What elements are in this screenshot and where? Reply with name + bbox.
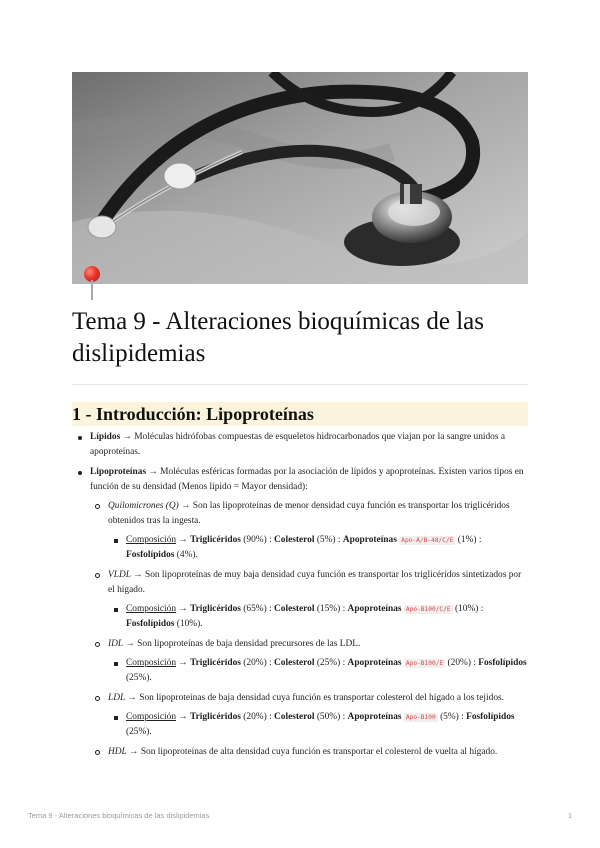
sep: :: [470, 658, 479, 668]
type-name: Quilomicrones (Q): [108, 501, 179, 511]
tg-value: (90%): [243, 535, 267, 545]
term-lipidos: Lípidos: [90, 432, 121, 442]
arrow: →: [176, 712, 191, 722]
apo-code: Apo-B100/C/E: [405, 606, 451, 613]
pin-icon: [84, 266, 100, 300]
apo-code: Apo-A/B-48/C/E: [401, 537, 454, 544]
tg-value: (20%): [243, 712, 267, 722]
cover-image: [72, 72, 528, 284]
type-name: HDL: [108, 747, 127, 757]
sep: :: [266, 535, 275, 545]
tg-value: (20%): [243, 658, 267, 668]
sep: :: [266, 604, 275, 614]
tg-value: (65%): [243, 604, 267, 614]
apo-label: Apoproteínas: [347, 658, 402, 668]
composition-list: [108, 602, 528, 632]
fos-label: Fosfolípidos: [478, 658, 527, 668]
composition-label: Composición: [126, 535, 177, 545]
type-name: VLDL: [108, 570, 131, 580]
apo-value: (1%): [457, 535, 477, 545]
text-lipoproteinas: → Moléculas esféricas formadas por la asociación de lípidos y apoproteínas. Existen varios tipos en función de su densidad (Menos lípido = Mayor densidad):: [90, 467, 524, 492]
list-item-ldl: [90, 691, 528, 740]
list-item-idl: [90, 637, 528, 686]
type-desc: → Son lipoproteínas de muy baja densidad cuya función es transportar los triglicéridos sintetizados por el hígado.: [108, 570, 522, 595]
sep: :: [340, 712, 348, 722]
apo-value: (20%): [447, 658, 471, 668]
composition-list: [108, 656, 528, 686]
col-value: (50%): [316, 712, 341, 722]
list-item-lipidos: [72, 430, 528, 460]
fos-label: Fosfolípidos: [126, 619, 175, 629]
term-lipoproteinas: Lipoproteínas: [90, 467, 147, 477]
sep: :: [340, 658, 348, 668]
composition-list: [108, 710, 528, 740]
composition-item: [108, 533, 528, 563]
divider: [72, 384, 528, 385]
list-item-vldl: [90, 568, 528, 632]
composition-item: [108, 710, 528, 740]
apo-label: Apoproteínas: [347, 712, 402, 722]
fos-value: (25%).: [126, 673, 152, 683]
composition-list: [108, 533, 528, 563]
col-value: (5%): [316, 535, 336, 545]
fos-value: (10%).: [176, 619, 203, 629]
main-list: [72, 430, 528, 760]
type-desc: → Son lipoproteínas de baja densidad cuya función es transportar colesterol del hígado a los tejidos.: [125, 693, 505, 703]
tg-label: Triglicéridos: [190, 535, 241, 545]
fos-value: (25%).: [126, 727, 152, 737]
col-label: Colesterol: [274, 535, 315, 545]
list-item-quilomicrones: [90, 499, 528, 563]
col-value: (25%): [316, 658, 341, 668]
type-name: IDL: [108, 639, 124, 649]
arrow: →: [176, 658, 191, 668]
arrow: →: [176, 535, 191, 545]
composition-item: [108, 602, 528, 632]
fos-label: Fosfolípidos: [466, 712, 515, 722]
page-title: Tema 9 - Alteraciones bioquímicas de las dislipidemias: [72, 308, 485, 367]
col-label: Colesterol: [274, 604, 315, 614]
type-desc: → Son las lipoproteínas de menor densidad cuya función es transportar los triglicéridos obtenidos tras la ingesta.: [108, 501, 510, 526]
col-value: (15%): [316, 604, 341, 614]
tg-label: Triglicéridos: [190, 658, 241, 668]
text-lipidos: → Moléculas hidrófobas compuestas de esqueletos hidrocarbonados que viajan por la sangre unidos a apoproteínas.: [90, 432, 506, 457]
apo-code: Apo-B100: [405, 714, 436, 721]
sep: :: [478, 604, 484, 614]
stethoscope-photo: [72, 72, 528, 284]
content: [72, 430, 528, 765]
footer-title: Tema 9 - Alteraciones bioquímicas de las dislipidemias: [28, 811, 210, 820]
lipoprotein-types-list: [90, 499, 528, 760]
sep: :: [458, 712, 467, 722]
tg-label: Triglicéridos: [190, 604, 241, 614]
section-heading: 1 - Introducción: Lipoproteínas: [72, 404, 314, 424]
type-desc: → Son lipoproteínas de alta densidad cuya función es transportar el colesterol de vuelta al hígado.: [126, 747, 498, 757]
sep: :: [266, 712, 275, 722]
apo-label: Apoproteínas: [347, 604, 402, 614]
list-item-lipoproteinas: [72, 465, 528, 760]
section-heading-bar: [72, 402, 528, 426]
fos-value: (4%).: [176, 550, 198, 560]
type-desc: → Son lipoproteínas de baja densidad precursores de las LDL.: [123, 639, 361, 649]
tg-label: Triglicéridos: [190, 712, 241, 722]
apo-code: Apo-B100/E: [405, 660, 444, 667]
composition-item: [108, 656, 528, 686]
apo-value: (5%): [440, 712, 459, 722]
pin-needle: [91, 280, 93, 300]
composition-label: Composición: [126, 658, 177, 668]
sep: :: [266, 658, 275, 668]
list-item-hdl: [90, 745, 528, 760]
type-name: LDL: [108, 693, 126, 703]
apo-value: (10%): [454, 604, 479, 614]
col-label: Colesterol: [274, 712, 315, 722]
page-number: 1: [567, 811, 572, 820]
composition-label: Composición: [126, 604, 177, 614]
col-label: Colesterol: [274, 658, 315, 668]
apo-label: Apoproteínas: [342, 535, 397, 545]
arrow: →: [176, 604, 191, 614]
sep: :: [340, 604, 348, 614]
composition-label: Composición: [126, 712, 177, 722]
sep: :: [476, 535, 482, 545]
fos-label: Fosfolípidos: [126, 550, 175, 560]
sep: :: [335, 535, 343, 545]
